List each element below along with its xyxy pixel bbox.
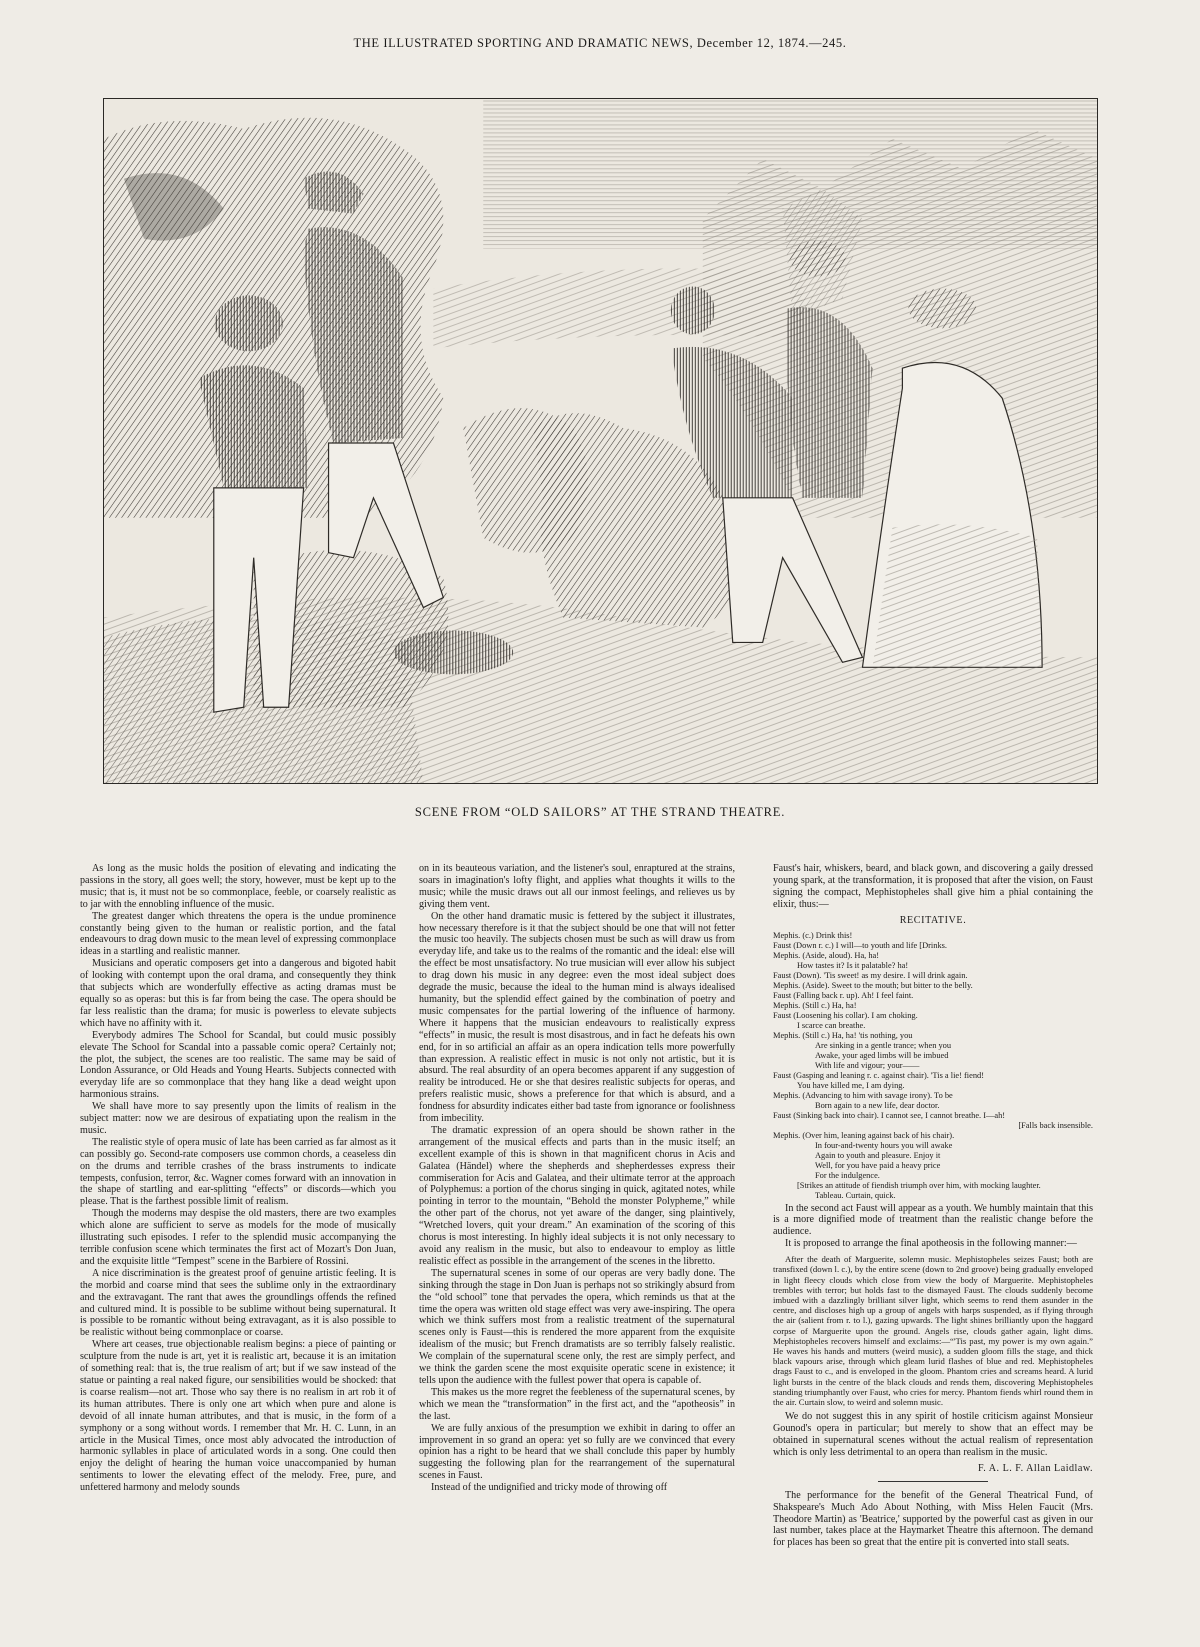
recitative-line: How tastes it? Is it palatable? ha! bbox=[797, 960, 909, 970]
recitative-line: Faust (Down). 'Tis sweet! as my desire. I will drink again. bbox=[773, 970, 968, 980]
paragraph: In the second act Faust will appear as a youth. We humbly maintain that this is a more dignified mode of treatment than the realistic change before the audience. bbox=[773, 1202, 1093, 1238]
recitative-line: I scarce can breathe. bbox=[797, 1020, 866, 1030]
paragraph: On the other hand dramatic music is fettered by the subject it illustrates, how necessary therefore is it that the subject should be one that will not fetter the music too heavily. The subjects chosen must be such as will draw us from everyday life, and take us to the realms of the romantic and the ideal: else will the effect be most unsatisfactory. No true musician will ever allow his subject to drag down his music in any degree: even the most ideal subject does degrade the music, because the ideal to the human mind is always idealised humanity, but the splendid effect gained by the combination of poetry and music compensates for the partial lowering of the influence of harmony. Where it happens that the musician endeavours to realistically express “effects” in music, the result is most disastrous, and in fact he defeats his own end, for in so artificial an affair as an opera indication tells more powerfully than expression. A realistic effect in music is not only not artistic, but it is absurd. The real absurdity of an opera becomes apparent if any suggestion of reality be introduced. He or she that desires realistic subjects for operas, and prefers realistic music, shows a preference for that which is absurd, and a fondness for absurdity indicates either bad taste from ignorance or foolishness from imbecility. bbox=[419, 910, 735, 1125]
paragraph: on in its beauteous variation, and the listener's soul, enraptured at the strains, soars in imagination's lofty flight, and applies what thoughts it wills to the music; while the music draws out all our inmost feelings, and relieves us by giving them vent. bbox=[419, 863, 735, 910]
paragraph: A nice discrimination is the greatest proof of genuine artistic feeling. It is the morbid and coarse mind that sees the sublime only in the extraordinary and the extravagant. The rant that awes the groundlings offends the refined and cultured mind. It is possible to be sublime without being supernatural. It is possible to be romantic without being extravagant, as it is also possible to be realistic without being commonplace or coarse. bbox=[80, 1267, 396, 1339]
recitative-line: Faust (Falling back r. up). Ah! I feel faint. bbox=[773, 990, 914, 1000]
recitative-line: Awake, your aged limbs will be imbued bbox=[815, 1050, 949, 1060]
text-column-2 bbox=[419, 863, 735, 1633]
running-header: THE ILLUSTRATED SPORTING AND DRAMATIC NEWS, December 12, 1874.—245. bbox=[353, 36, 847, 50]
paragraph: The dramatic expression of an opera should be shown rather in the arrangement of the musical effects and parts than in the music itself; an excellent example of this is shown in that magnificent chorus in Acis and Galatea (Händel) where the shepherds and shepherdesses express their commiseration for Acis and Galatea, and their ultimate terror at the approach of Polyphemus: a portion of the chorus singing in quick, agitated notes, while pointing in terror to the mountain, “Behold the monster Polypheme,” while the other part of the chorus, not yet aware of the danger, sing plaintively, “Wretched lovers, quit your dream.” An examination of the scoring of this chorus is most interesting. In highly ideal subjects it is not only necessary to avoid any realism in the music, but also to endeavour to employ as little realistic effect as possible in the arrangement of the scenes in the libretto. bbox=[419, 1124, 735, 1267]
paragraph: Everybody admires The School for Scandal, but could music possibly elevate The School for Scandal into a passable comic opera? Certainly not; the plot, the subject, the scenes are too realistic. The same may be said of London Assurance, or Old Heads and Young Hearts. Subjects connected with everyday life are so commonplace that they hang like a dead weight upon harmonious strains. bbox=[80, 1029, 396, 1101]
recitative-line: For the indulgence. bbox=[815, 1170, 880, 1180]
text-column-3 bbox=[773, 863, 1093, 1633]
recitative-line: Faust (Loosening his collar). I am choking. bbox=[773, 1010, 918, 1020]
recitative-line: Mephis. (Still c.) Ha, ha! 'tis nothing, you bbox=[773, 1030, 913, 1040]
text-column-1 bbox=[80, 863, 396, 1633]
recitative-line: Tableau. Curtain, quick. bbox=[815, 1190, 896, 1200]
recitative-line: Mephis. (Aside, aloud). Ha, ha! bbox=[773, 950, 880, 960]
author-signature: F. A. L. F. Allan Laidlaw. bbox=[977, 1462, 1093, 1474]
recitative-line: Mephis. (Still c.) Ha, ha! bbox=[773, 1000, 857, 1010]
recitative-block bbox=[773, 931, 1093, 1201]
paragraph: We are fully anxious of the presumption we exhibit in daring to offer an improvement in so grand an opera: yet so fully are we convinced that every opinion has a right to be heard that we shall conclude this paper by humbly suggesting the following plan for the rearrangement of the supernatural scenes in Faust. bbox=[419, 1422, 735, 1482]
engraving-illustration bbox=[103, 98, 1098, 784]
recitative-line: Mephis. (c.) Drink this! bbox=[773, 930, 853, 940]
paragraph: The performance for the benefit of the General Theatrical Fund, of Shakspeare's Much Ado About Nothing, with Miss Helen Faucit (Mrs. Theodore Martin) as 'Beatrice,' supported by the powerful cast as given in our last number, takes place at the Haymarket Theatre this afternoon. The demand for places has been so great that the entire pit is converted into stall seats. bbox=[773, 1489, 1093, 1549]
paragraph: This makes us the more regret the feebleness of the supernatural scenes, by which we mean the “transformation” in the first act, and the “apotheosis” in the last. bbox=[419, 1386, 735, 1422]
recitative-line: Well, for you have paid a heavy price bbox=[815, 1160, 941, 1170]
recitative-line: In four-and-twenty hours you will awake bbox=[815, 1140, 953, 1150]
recitative-line: Again to youth and pleasure. Enjoy it bbox=[815, 1150, 941, 1160]
paragraph: We shall have more to say presently upon the limits of realism in the subject matter: now we are desirous of expatiating upon the realism in the music. bbox=[80, 1101, 396, 1136]
recitative-line: You have killed me, I am dying. bbox=[797, 1080, 905, 1090]
recitative-line: Faust (Sinking back into chair). I cannot see, I cannot breathe. I—ah! bbox=[773, 1110, 1006, 1120]
recitative-line: Mephis. (Aside). Sweet to the mouth; but bitter to the belly. bbox=[773, 980, 973, 990]
recitative-line: [Strikes an attitude of fiendish triumph over him, with mocking laughter. bbox=[797, 1180, 1041, 1190]
paragraph: As long as the music holds the position of elevating and indicating the passions in the story, all goes well; the story, however, must be kept up to the music; that is, it must not be so commonplace, feeble, or coarsely realistic as to jar with the ennobling influence of the music. bbox=[80, 863, 396, 910]
divider-rule bbox=[878, 1481, 988, 1482]
recitative-line: Born again to a new life, dear doctor. bbox=[815, 1100, 940, 1110]
recitative-heading: RECITATIVE. bbox=[899, 914, 967, 926]
paragraph: It is proposed to arrange the final apotheosis in the following manner:— bbox=[785, 1238, 1077, 1250]
paragraph: Musicians and operatic composers get into a dangerous and bigoted habit of looking with contempt upon the oral drama, and consequently they think that subjects which are wonderfully effective as acting dramas must be equally so as operas: but this is far from being the case. The opera should be far less realistic than the drama; for music is powerless to elevate subjects which have no affinity with it. bbox=[80, 958, 396, 1029]
recitative-line: Faust (Down r. c.) I will—to youth and life [Drinks. bbox=[773, 940, 947, 950]
stage-direction: After the death of Marguerite, solemn music. Mephistopheles seizes Faust; both are transfixed (down l. c.), by the entire scene (down to 2nd groove) being gradually enveloped in light fleecy clouds which close from view the body of Marguerite. Mephistopheles trembles with terror; but holds fast to the dismayed Faust. The clouds suddenly become imbued with a dazzlingly brilliant silver light, which seems to rend them asunder in the centre, and discloses high up a group of angels with harps suspended, as if flying through the air (salient from r. to l.), gazing upwards. The light shines brilliantly upon the haggard corpse of Marguerite upon the ground. Angels rise, clouds gather again, light dims. Mephistopheles recovers himself and exclaims:—“'Tis past, my power is my own again.” He waves his hands and mutters (weird music), a sudden gloom fills the stage, and thick black vapours arise, through which gleam lurid flashes of blue and red. Mephistopheles drags Faust to c., and is enveloped in the gloom. Phantom cries and screams heard. A lurid light bursts in the centre of the black clouds and rends them, discovering Mephistopheles standing triumphantly over Faust, who cries for mercy. Phantom fiends whirl round them in the air. Curtain slow, to weird and solemn music. bbox=[773, 1254, 1093, 1407]
illustration-caption: SCENE FROM “OLD SAILORS” AT THE STRAND THEATRE. bbox=[414, 805, 786, 819]
recitative-line: Faust (Gasping and leaning r. c. against chair). 'Tis a lie! fiend! bbox=[773, 1070, 984, 1080]
recitative-line: With life and vigour; your—— bbox=[815, 1060, 920, 1070]
paragraph: Though the moderns may despise the old masters, there are two examples which alone are sufficient to serve as models for the mode of musically illustrating such episodes. I refer to the splendid music accompanying the terrible confusion scene which terminates the first act of Mozart's Don Juan, and the exquisite little “Tempest” scene in the Barbiere of Rossini. bbox=[80, 1208, 396, 1267]
paragraph: We do not suggest this in any spirit of hostile criticism against Monsieur Gounod's opera in particular; but merely to show that an effect may be obtained in supernatural scenes without the actual realism of representation which is only less detrimental to an opera than realism in the music. bbox=[773, 1411, 1093, 1458]
paragraph: The supernatural scenes in some of our operas are very badly done. The sinking through the stage in Don Juan is perhaps not so strikingly absurd from the “old school” tone that pervades the opera, which reminds us that at the time the opera was written old stage effect was very awe-inspiring. The opera which we think suffers most from a realistic treatment of the supernatural scenes only is Faust—this is rendered the more apparent from the exquisite idealism of the music; but French dramatists are so terribly falsely realistic. We complain of the supernatural scene only, the rest are simply perfect, and we think the garden scene the most exquisite operatic scene in existence; it tells upon the audience with the fullest power that opera is capable of. bbox=[419, 1267, 735, 1386]
paragraph: The greatest danger which threatens the opera is the undue prominence constantly being given to the human or realistic portion, and the fatal endeavours to drag down music to the mean level of expressing commonplace ideas in a startling and realistic manner. bbox=[80, 910, 396, 958]
recitative-line: [Falls back insensible. bbox=[1018, 1120, 1093, 1130]
paragraph: The realistic style of opera music of late has been carried as far almost as it can possibly go. Second-rate composers use common chords, a ceaseless din on the drums and terrible crashes of the brass instruments to indicate tempests, confusion, terror, &c. Wagner comes forward with an innovation in the shape of startling and ear-splitting “effects” or discords—which you please. That is the farthest possible limit of realism. bbox=[80, 1136, 396, 1208]
paragraph: Faust's hair, whiskers, beard, and black gown, and discovering a gaily dressed young spark, at the transformation, it is proposed that after the vision, on Faust signing the compact, Mephistopheles shall give him a phial containing the elixir, thus:— bbox=[773, 863, 1093, 910]
paragraph: Instead of the undignified and tricky mode of throwing off bbox=[431, 1482, 668, 1494]
paragraph: Where art ceases, true objectionable realism begins: a piece of painting or sculpture from the nude is art, yet it is realistic art, because it is an imitation of something real: that is, the true realism of art; but if we saw instead of the statue or painting a real naked figure, our sensibilities would be shocked: that is coarse realism—not art. Those who say there is no realism in art rob it of its human attributes. There is only one art which when pure and alone is devoid of all innate human attributes, and that is music, in the form of a symphony or a song without words. I remember that Mr. H. C. Lunn, in an article in the Musical Times, once most ably advocated the introduction of harmonic syllables in place of articulated words in a song. One could then enjoy the delight of hearing the human voice unaccompanied by human sentiments to lower the elevating effect of the melody. Free, pure, and unfettered harmony and melody sounds bbox=[80, 1339, 396, 1494]
recitative-line: Are sinking in a gentle trance; when you bbox=[815, 1040, 952, 1050]
recitative-line: Mephis. (Over him, leaning against back of his chair). bbox=[773, 1130, 955, 1140]
recitative-line: Mephis. (Advancing to him with savage irony). To be bbox=[773, 1090, 953, 1100]
